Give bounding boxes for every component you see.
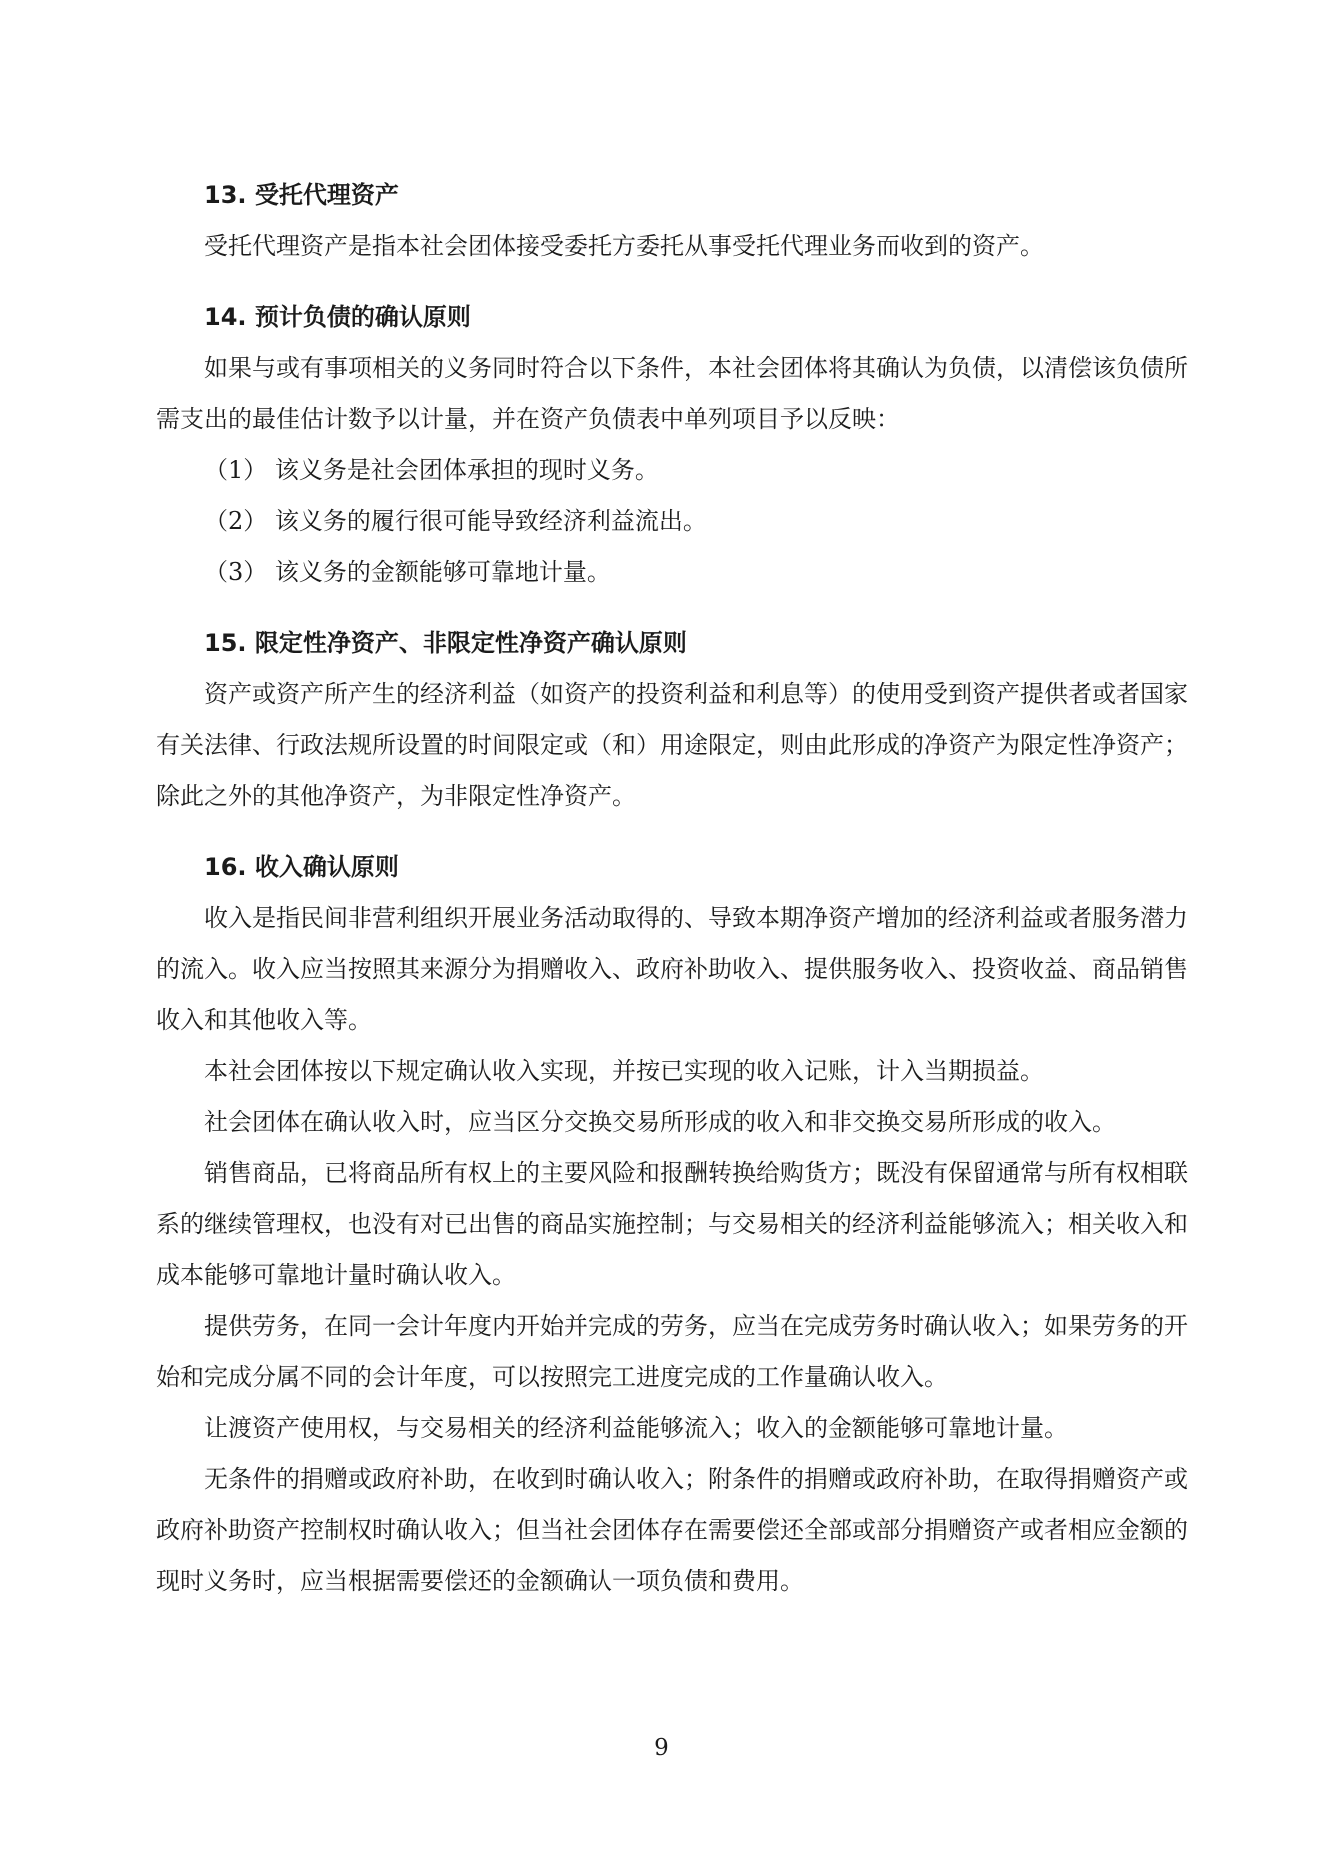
paragraph: 受托代理资产是指本社会团体接受委托方委托从事受托代理业务而收到的资产。 bbox=[204, 232, 1044, 260]
section-heading: 14. 预计负债的确认原则 bbox=[204, 303, 471, 331]
section-heading: 15. 限定性净资产、非限定性净资产确认原则 bbox=[204, 629, 687, 657]
paragraph: 资产或资产所产生的经济利益（如资产的投资利益和利息等）的使用受到资产提供者或者国家有关法律、行政法规所设置的时间限定或（和）用途限定，则由此形成的净资产为限定性净资产；除此之外的其他净资产，为非限定性净资产。 bbox=[156, 680, 1188, 810]
document-body bbox=[156, 150, 1188, 1607]
page-number: 9 bbox=[654, 1735, 669, 1761]
paragraph: 让渡资产使用权，与交易相关的经济利益能够流入；收入的金额能够可靠地计量。 bbox=[204, 1414, 1068, 1442]
paragraph: 提供劳务，在同一会计年度内开始并完成的劳务，应当在完成劳务时确认收入；如果劳务的开始和完成分属不同的会计年度，可以按照完工进度完成的工作量确认收入。 bbox=[156, 1312, 1188, 1391]
section-heading: 16. 收入确认原则 bbox=[204, 853, 399, 881]
list-item: （3） 该义务的金额能够可靠地计量。 bbox=[204, 558, 611, 586]
paragraph: 如果与或有事项相关的义务同时符合以下条件，本社会团体将其确认为负债，以清偿该负债所需支出的最佳估计数予以计量，并在资产负债表中单列项目予以反映： bbox=[156, 354, 1188, 433]
paragraph: 本社会团体按以下规定确认收入实现，并按已实现的收入记账，计入当期损益。 bbox=[204, 1057, 1044, 1085]
paragraph: 收入是指民间非营利组织开展业务活动取得的、导致本期净资产增加的经济利益或者服务潜力的流入。收入应当按照其来源分为捐赠收入、政府补助收入、提供服务收入、投资收益、商品销售收入和其他收入等。 bbox=[156, 904, 1188, 1034]
section-heading: 13. 受托代理资产 bbox=[204, 181, 399, 209]
paragraph: 社会团体在确认收入时，应当区分交换交易所形成的收入和非交换交易所形成的收入。 bbox=[204, 1108, 1116, 1136]
paragraph: 销售商品，已将商品所有权上的主要风险和报酬转换给购货方；既没有保留通常与所有权相联系的继续管理权，也没有对已出售的商品实施控制；与交易相关的经济利益能够流入；相关收入和成本能够可靠地计量时确认收入。 bbox=[156, 1159, 1188, 1289]
list-item: （1） 该义务是社会团体承担的现时义务。 bbox=[204, 456, 659, 484]
paragraph: 无条件的捐赠或政府补助，在收到时确认收入；附条件的捐赠或政府补助，在取得捐赠资产或政府补助资产控制权时确认收入；但当社会团体存在需要偿还全部或部分捐赠资产或者相应金额的现时义务时，应当根据需要偿还的金额确认一项负债和费用。 bbox=[156, 1465, 1188, 1595]
list-item: （2） 该义务的履行很可能导致经济利益流出。 bbox=[204, 507, 707, 535]
